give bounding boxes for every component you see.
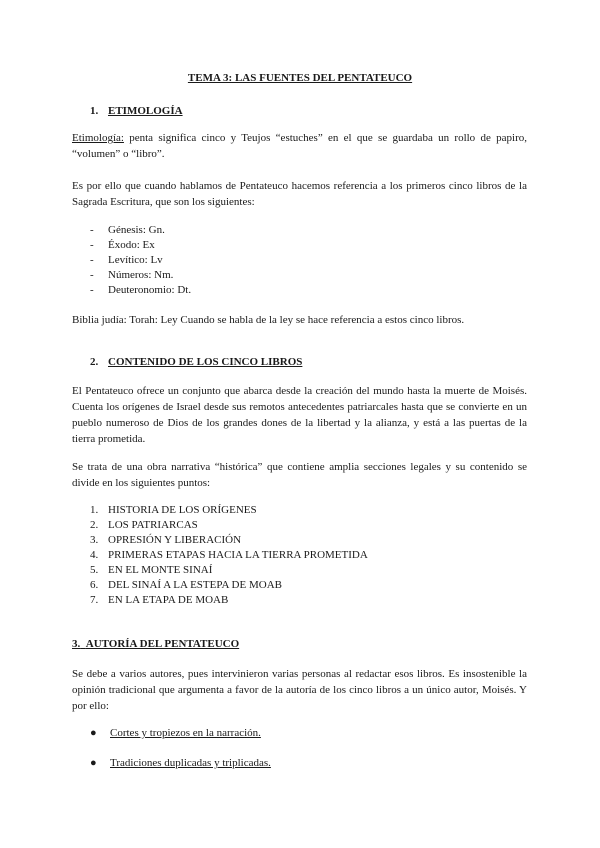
content-paragraph: El Pentateuco ofrece un conjunto que abarca desde la creación del mundo hasta la muerte de Moisés. Cuenta los orígenes de Israel desde sus remotos antecedentes patriarcales hasta que se convierte en un pueblo numeroso de Dios de los grandes dones de la libertad y la alianza, y está a las puertas de la tierra prometida. [72,385,527,445]
dash-marker: - [90,269,94,281]
etymology-text: penta significa cinco y Teujos “estuches” en el que se guardaba un rollo de papiro, “volumen” o “libro”. [72,132,527,160]
section-3-number: 3. [72,638,81,650]
point-text: OPRESIÓN Y LIBERACIÓN [108,534,242,546]
book-name: Números: Nm. [108,269,174,281]
pentateuch-intro-paragraph: Es por ello que cuando hablamos de Pentateuco hacemos referencia a los primeros cinco libros de la Sagrada Escritura, que son los siguientes: [72,180,527,208]
book-item [90,282,520,298]
book-name: Deuteronomio: Dt. [108,284,192,296]
division-paragraph: Se trata de una obra narrativa “histórica” que contiene amplia secciones legales y su contenido se divide en los siguientes puntos: [72,461,527,489]
content-point [90,502,520,518]
book-name: Levítico: Lv [108,254,163,266]
authorship-bullet [90,725,520,741]
dash-marker: - [90,254,94,266]
point-number: 7. [90,594,99,606]
authorship-bullet [90,755,520,771]
point-text: DEL SINAÍ A LA ESTEPA DE MOAB [108,579,282,591]
bullet-marker: ● [90,727,97,739]
content-point [90,562,520,578]
etymology-paragraph [72,130,527,162]
book-name: Génesis: Gn. [108,224,165,236]
point-number: 2. [90,519,99,531]
section-3-title: AUTORÍA DEL PENTATEUCO [85,638,240,650]
etymology-label: Etimología: [72,132,124,144]
point-number: 3. [90,534,99,546]
point-number: 5. [90,564,99,576]
bullet-text: Cortes y tropiezos en la narración. [110,727,261,739]
section-2-number: 2. [90,356,99,368]
book-item [90,252,520,268]
bullet-marker: ● [90,757,97,769]
dash-marker: - [90,224,94,236]
point-number: 4. [90,549,99,561]
point-number: 1. [90,504,99,516]
content-point [90,547,520,563]
page-title: TEMA 3: LAS FUENTES DEL PENTATEUCO [187,72,413,84]
point-text: EN LA ETAPA DE MOAB [108,594,229,606]
bullet-text: Tradiciones duplicadas y triplicadas. [110,757,271,769]
point-text: PRIMERAS ETAPAS HACIA LA TIERRA PROMETIDA [108,549,368,561]
book-item [90,222,520,238]
content-point [90,517,520,533]
section-3-heading [72,636,239,652]
biblia-judia-paragraph: Biblia judía: Torah: Ley Cuando se habla de la ley se hace referencia a estos cinco libros. [72,314,465,326]
section-1-number: 1. [90,105,99,117]
authorship-paragraph: Se debe a varios autores, pues intervinieron varias personas al redactar esos libros. Es insostenible la opinión tradicional que argumenta a favor de la autoría de los cinco libros a un único autor, Moisés. Y por ello: [72,668,527,712]
content-point [90,592,520,608]
content-point [90,577,520,593]
point-text: HISTORIA DE LOS ORÍGENES [108,504,257,516]
content-point [90,532,520,548]
section-2-title: CONTENIDO DE LOS CINCO LIBROS [108,356,303,368]
section-2-heading [90,354,302,370]
section-1-heading [90,103,183,119]
point-text: LOS PATRIARCAS [108,519,198,531]
point-text: EN EL MONTE SINAÍ [108,564,213,576]
book-item [90,237,520,253]
book-item [90,267,520,283]
section-1-title: ETIMOLOGÍA [108,105,183,117]
dash-marker: - [90,239,94,251]
book-name: Éxodo: Ex [108,239,155,251]
dash-marker: - [90,284,94,296]
point-number: 6. [90,579,99,591]
